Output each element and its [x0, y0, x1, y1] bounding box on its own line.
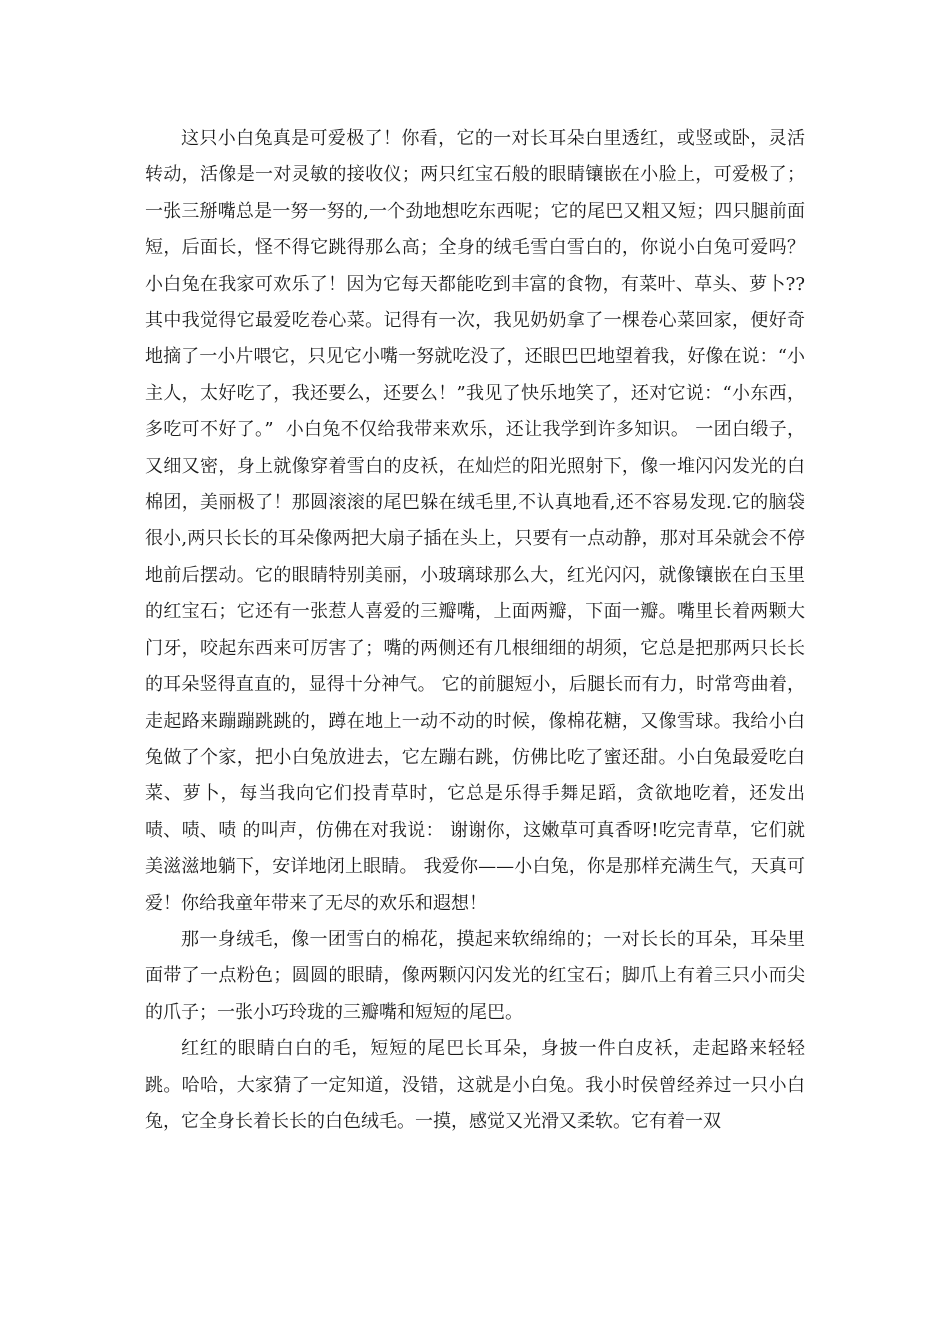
paragraph-1: 这只小白兔真是可爱极了！你看，它的一对长耳朵白里透红，或竖或卧，灵活转动，活像是一对灵敏的接收仪；两只红宝石般的眼睛镶嵌在小脸上，可爱极了；一张三掰嘴总是一努一努的,一个劲地想吃东西呢；它的尾巴又粗又短；四只腿前面短，后面长，怪不得它跳得那么高；全身的绒毛雪白雪白的，你说小白兔可爱吗？ 小白兔在我家可欢乐了！因为它每天都能吃到丰富的食物，有菜叶、草头、萝卜??其中我觉得它最爱吃卷心菜。记得有一次，我见奶奶拿了一棵卷心菜回家，便好奇地摘了一小片喂它，只见它小嘴一努就吃没了，还眼巴巴地望着我，好像在说：“小主人，太好吃了，我还要么，还要么！”我见了快乐地笑了，还对它说：“小东西，多吃可不好了。” 小白兔不仅给我带来欢乐，还让我学到许多知识。 一团白缎子，又细又密，身上就像穿着雪白的皮袄，在灿烂的阳光照射下，像一堆闪闪发光的白棉团，美丽极了！那圆滚滚的尾巴躲在绒毛里,不认真地看,还不容易发现.它的脑袋很小,两只长长的耳朵像两把大扇子插在头上，只要有一点动静，那对耳朵就会不停地前后摆动。它的眼睛特别美丽，小玻璃球那么大，红光闪闪，就像镶嵌在白玉里的红宝石；它还有一张惹人喜爱的三瓣嘴，上面两瓣，下面一瓣。嘴里长着两颗大门牙，咬起东西来可厉害了；嘴的两侧还有几根细细的胡须，它总是把那两只长长的耳朵竖得直直的，显得十分神气。 它的前腿短小，后腿长而有力，时常弯曲着，走起路来蹦蹦跳跳的，蹲在地上一动不动的时候，像棉花糖，又像雪球。我给小白兔做了个家，把小白兔放进去，它左蹦右跳，仿佛比吃了蜜还甜。小白兔最爱吃白菜、萝卜，每当我向它们投青草时，它总是乐得手舞足蹈，贪欲地吃着，还发出 啧、啧、啧 的叫声，仿佛在对我说： 谢谢你，这嫩草可真香呀!吃完青草，它们就美滋滋地躺下，安详地闭上眼睛。 我爱你——小白兔，你是那样充满生气，天真可爱！你给我童年带来了无尽的欢乐和遐想！: [145, 128, 817, 914]
paragraph-2: 那一身绒毛，像一团雪白的棉花，摸起来软绵绵的；一对长长的耳朵，耳朵里面带了一点粉色；圆圆的眼睛，像两颗闪闪发光的红宝石；脚爪上有着三只小而尖的爪子；一张小巧玲珑的三瓣嘴和短短的尾巴。: [145, 928, 805, 1023]
document-body: [145, 121, 817, 1140]
paragraph-3: 红红的眼睛白白的毛，短短的尾巴长耳朵，身披一件白皮袄，走起路来轻轻跳。哈哈，大家猜了一定知道，没错，这就是小白兔。我小时侯曾经养过一只小白兔，它全身长着长长的白色绒毛。一摸，感觉又光滑又柔软。它有着一双: [145, 1038, 805, 1132]
